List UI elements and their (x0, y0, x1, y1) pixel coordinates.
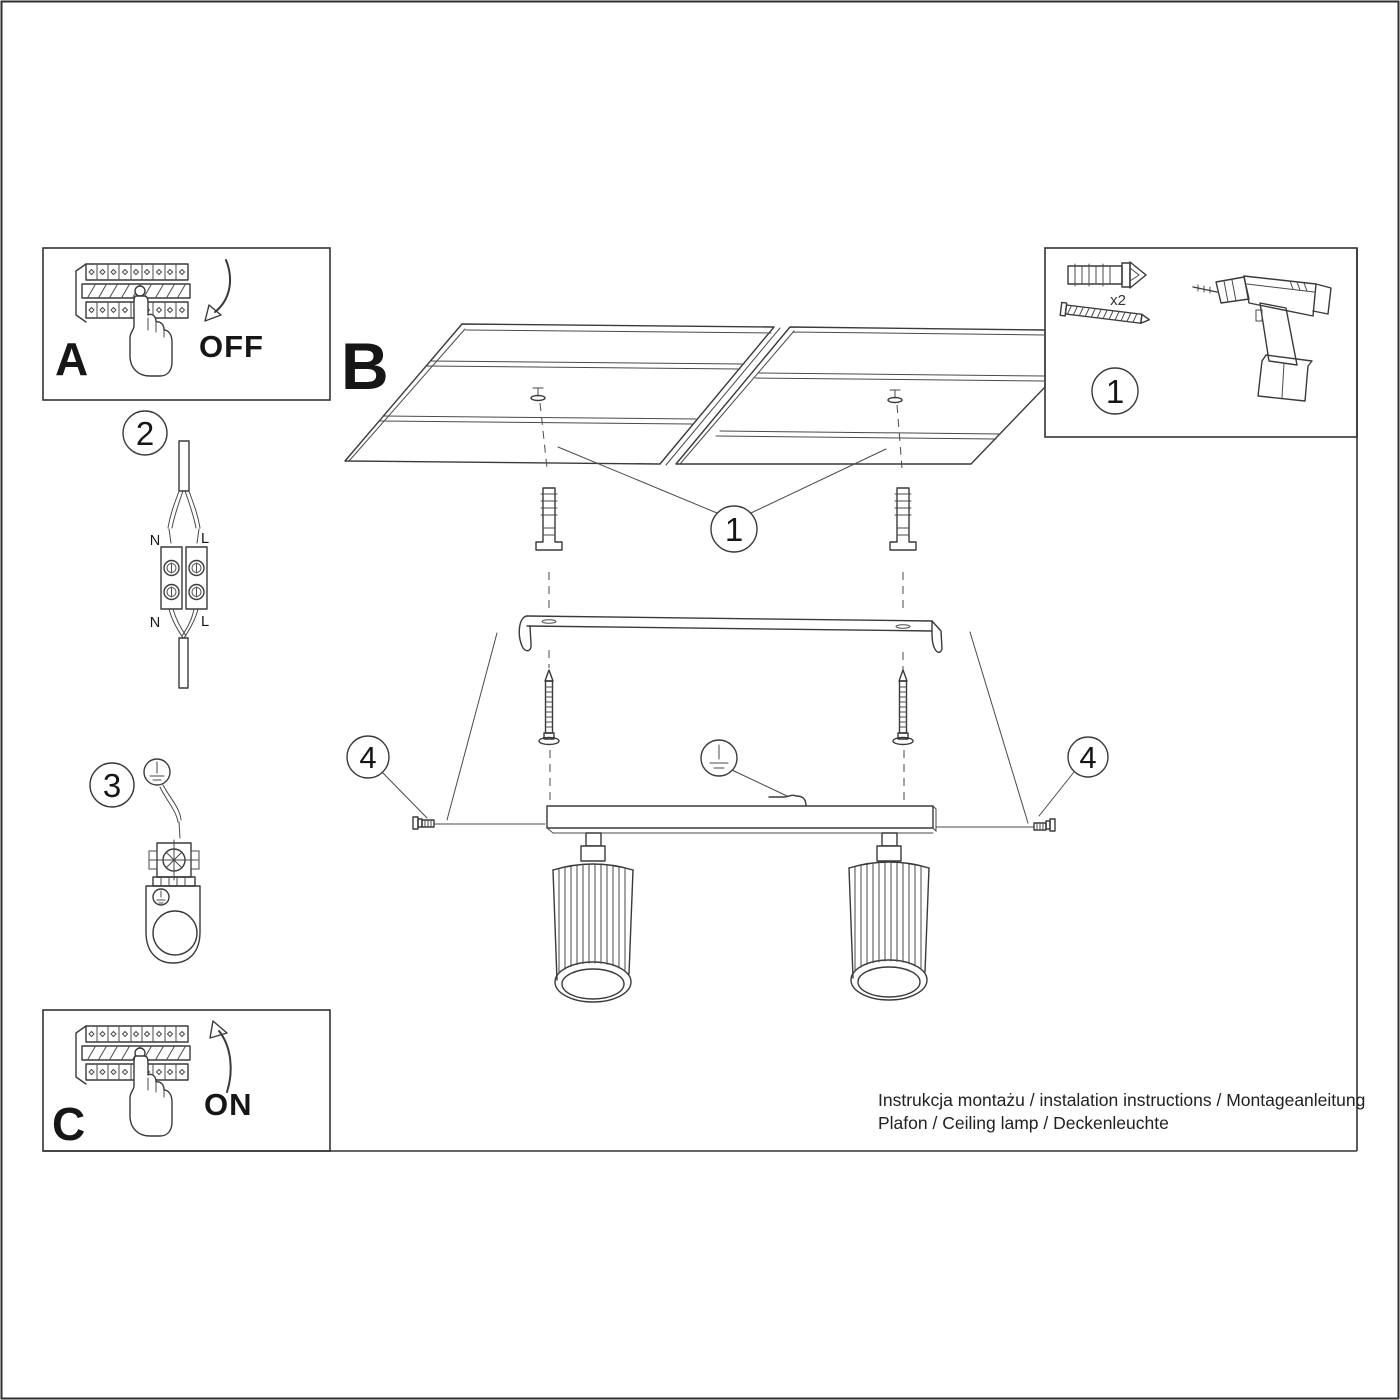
step-2-wiring (123, 411, 209, 688)
footer (878, 1090, 1365, 1133)
tools-box (1045, 248, 1357, 437)
mounting-screw-right (893, 670, 913, 745)
ceiling-hole-right (888, 390, 902, 403)
mounting-bracket-lug-icon (146, 886, 200, 963)
page-border (2, 2, 1399, 1399)
wire-fork-bottom (169, 609, 198, 638)
wall-plug-right (890, 488, 916, 550)
wall-plug-left (536, 488, 562, 550)
breaker-strip-icon (76, 264, 190, 322)
lamp-shade-left (553, 864, 633, 1002)
section-b-letter: B (341, 329, 389, 403)
alignment-lines (447, 632, 1028, 823)
footer-line-2: Plafon / Ceiling lamp / Deckenleuchte (878, 1113, 1169, 1133)
panel-c-letter: C (52, 1098, 86, 1150)
lamp-joint-right (877, 833, 901, 861)
side-screw-left-icon (413, 817, 434, 829)
ceiling-hole-left (531, 388, 545, 401)
mounting-screw-left (539, 670, 559, 745)
panel-a-letter: A (55, 333, 89, 385)
label-l-bottom: L (200, 614, 210, 630)
lamp-shade-right (849, 862, 929, 1000)
pointing-hand-icon (130, 1056, 172, 1136)
lamp-joint-left (581, 833, 605, 861)
panel-a-power-off (43, 248, 330, 400)
on-arrow-icon (210, 1021, 231, 1092)
tools-box-border (1045, 248, 1357, 437)
breaker-strip-icon (76, 1026, 190, 1084)
ground-terminal-icon (149, 840, 199, 886)
label-l-top: L (200, 531, 210, 547)
wire-fork-top (168, 491, 200, 543)
main-mounting-diagram (341, 324, 1108, 1002)
ground-symbol-icon (144, 759, 170, 785)
screw-icon (1060, 302, 1150, 326)
axis-right (897, 405, 904, 803)
ground-callout (701, 740, 807, 812)
drill-icon (1193, 276, 1331, 401)
ceiling-panels (345, 324, 1045, 465)
label-n-bottom: N (149, 615, 161, 631)
panel-c-action-label: ON (204, 1087, 253, 1122)
wall-plug-icon (1068, 262, 1146, 288)
callout-4-right (936, 737, 1108, 831)
callout-4-left-number: 4 (359, 740, 377, 775)
callout-4-left (347, 736, 545, 829)
terminal-block-icon (161, 547, 207, 609)
pointing-hand-icon (130, 296, 172, 376)
callout-1-number: 1 (724, 511, 744, 548)
off-arrow-icon (205, 260, 230, 321)
step-2-number: 2 (135, 415, 155, 452)
tools-step-number: 1 (1105, 373, 1125, 410)
ground-wire (160, 785, 181, 838)
sheet-frame (43, 248, 1357, 1151)
cable-bottom (179, 638, 188, 688)
callout-1 (558, 447, 886, 552)
side-screw-right-icon (1034, 819, 1055, 831)
footer-line-1: Instrukcja montażu / instalation instructions / Montageanleitung (878, 1090, 1366, 1110)
ceiling-lamp (547, 806, 936, 1002)
callout-4-right-number: 4 (1079, 740, 1097, 775)
mounting-bracket (519, 616, 942, 652)
cable-top (179, 441, 189, 491)
lamp-base-bar (547, 806, 933, 828)
step-3-number: 3 (102, 767, 122, 804)
label-n-top: N (149, 533, 161, 549)
anchor-quantity-label: x2 (1110, 292, 1126, 309)
step-3-grounding (90, 759, 200, 963)
panel-a-action-label: OFF (199, 329, 264, 364)
panel-c-power-on (43, 1010, 330, 1151)
